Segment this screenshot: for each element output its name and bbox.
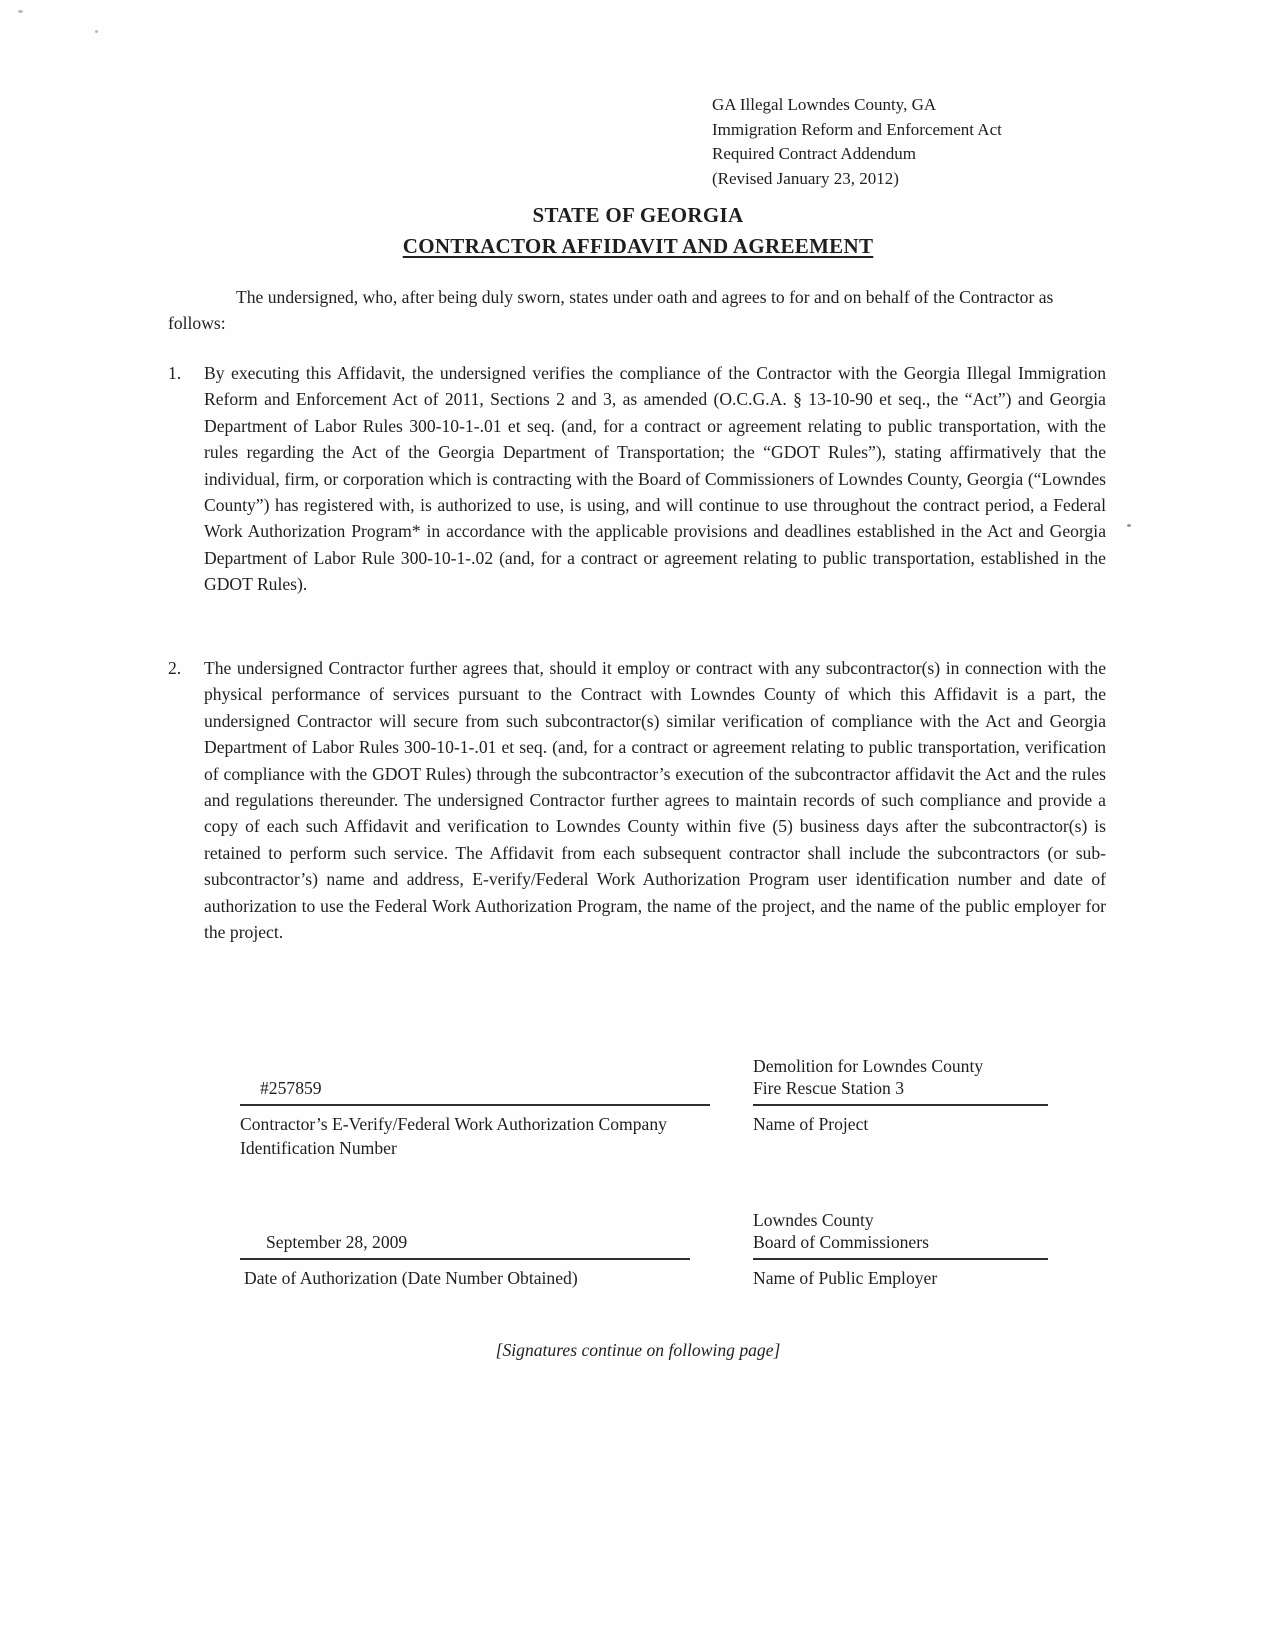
item-text: The undersigned Contractor further agrees that, should it employ or contract with any subcontractor(s) in connection with the physical performance of services pursuant to the Contract with Lowndes County of which this Affidavit is a part, the undersigned Contractor will secure from such subcontractor(s) similar verification of compliance with the Act and Georgia Department of Labor Rules 300-10-1-.01 et seq. (and, for a contract or agreement relating to public transportation, verification of compliance with the GDOT Rules) through the subcontractor’s execution of the subcontractor affidavit the Act and the rules and regulations thereunder. The undersigned Contractor further agrees to maintain records of such compliance and provide a copy of each such Affidavit and verification to Lowndes County within five (5) business days after the subcontractor(s) is retained to perform such service. The Affidavit from each subsequent contractor shall include the subcontractors (or sub-subcontractor’s) name and address, E-verify/Federal Work Authorization Program user identification number and date of authorization to use the Federal Work Authorization Program, the name of the project, and the name of the public employer for the project. [204, 658, 1106, 943]
project-name-value-line1: Demolition for Lowndes County [753, 1056, 984, 1076]
signatures-continue-note: [Signatures continue on following page] [495, 1340, 781, 1360]
document-title: STATE OF GEORGIA [532, 203, 744, 227]
doc-ref-line: GA Illegal Lowndes County, GA [712, 95, 937, 114]
scan-artifact [95, 30, 98, 33]
item-number: 2. [168, 658, 182, 678]
doc-ref-line: Required Contract Addendum [712, 144, 916, 163]
doc-ref-line: Immigration Reform and Enforcement Act [712, 119, 1002, 139]
authorization-date-label: Date of Authorization (Date Number Obtained) [244, 1268, 578, 1288]
document-reference-block [712, 93, 1002, 191]
doc-ref-line: (Revised January 23, 2012) [712, 168, 899, 188]
item-text: By executing this Affidavit, the undersigned verifies the compliance of the Contractor with the Georgia Illegal Immigration Reform and Enforcement Act of 2011, Sections 2 and 3, as amended (O.C.G.A. § 13-10-90 et seq., the “Act”) and Georgia Department of Labor Rules 300-10-1-.01 et seq. (and, for a contract or agreement relating to public transportation, with the rules regarding the Act of the Georgia Department of Transportation; the “GDOT Rules”), stating affirmatively that the individual, firm, or corporation which is contracting with the Board of Commissioners of Lowndes County, Georgia (“Lowndes County”) has registered with, is authorized to use, is using, and will continue to use throughout the contract period, a Federal Work Authorization Program* in accordance with the applicable provisions and deadlines established in the Act and Georgia Department of Labor Rule 300-10-1-.02 (and, for a contract or agreement relating to public transportation, established in the GDOT Rules). [204, 363, 1106, 595]
project-name-label: Name of Project [753, 1114, 869, 1134]
item-number: 1. [168, 363, 182, 383]
document-subtitle: CONTRACTOR AFFIDAVIT AND AGREEMENT [402, 234, 874, 258]
numbered-item-1 [168, 360, 1106, 598]
everify-id-label: Contractor’s E-Verify/Federal Work Authorization Company Identification Number [240, 1114, 667, 1158]
intro-paragraph: The undersigned, who, after being duly sworn, states under oath and agrees to for and on behalf of the Contractor as follows: [168, 287, 1054, 333]
public-employer-label: Name of Public Employer [753, 1268, 938, 1288]
public-employer-field: Board of Commissioners [753, 1232, 1048, 1260]
document-title-block [168, 203, 1108, 259]
authorization-date-field: September 28, 2009 [240, 1232, 690, 1260]
project-name-field: Fire Rescue Station 3 [753, 1078, 1048, 1106]
scan-artifact [18, 10, 23, 13]
numbered-item-2 [168, 655, 1106, 945]
everify-id-field: #257859 [240, 1078, 710, 1106]
public-employer-value-line1: Lowndes County [753, 1210, 874, 1230]
scan-artifact [1127, 524, 1131, 527]
